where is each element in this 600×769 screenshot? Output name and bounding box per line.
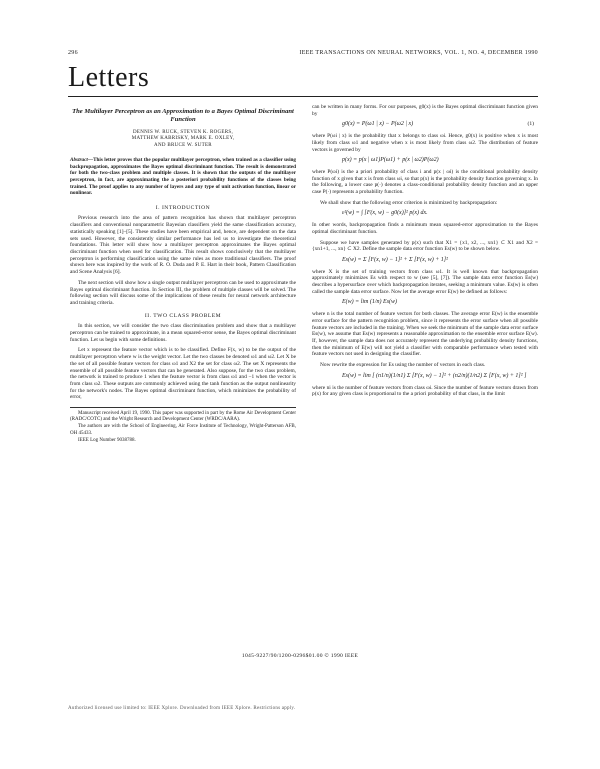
right-column — [312, 104, 538, 644]
section-heading: I. INTRODUCTION — [155, 204, 211, 211]
paragraph: where X is the set of training vectors from class ω1. It is well known that backpropagation approximately minimizes Es with respect to w (see [5], [7]). The sample data error function Es(w) describes a hypersurface over which backpropagation iterates, seeking a minimum value. Es(w) is often called the sample data error surface. Now let the average error E(w) be defined as follows: — [312, 268, 538, 295]
equation-6 — [312, 373, 538, 380]
section-heading: II. TWO CLASS PROBLEM — [144, 312, 222, 319]
article-title: The Multilayer Perceptron as an Approximation to a Bayes Optimal Discriminant Function — [72, 108, 294, 123]
paragraph: where n is the total number of feature vectors for both classes. The average error E(w) is the ensemble error surface for the pattern recognition problem, since it represents the error surface when all possible feature vectors are included in the training. When we seek the minimum of the sample data error surface Es(w), we assume that Es(w) represents a reasonable approximation to the ensemble error surface E(w). If, however, the sample data does not accurately represent the underlying probability density functions, then the minimum of E(w) will not yield a classifier with comparable performance when tested with feature vectors not used in designing the classifier. — [312, 311, 538, 358]
paragraph: In other words, backpropagation finds a minimum mean squared-error approximation to the Bayes optimal discriminant function. — [312, 222, 538, 235]
abstract — [70, 157, 296, 197]
equation-number: (1) — [527, 121, 534, 128]
paragraph: Let x represent the feature vector which is to be classified. Define F(x, w) to be the output of the multilayer perceptron where w is the weight vector. Let the two classes be denoted ω1 and ω2. Let X be the set of all possible feature vectors for class ω1 and X2 the set for class ω2. The set X represents the ensemble of all possible feature vectors that can be generated. Also suppose, for the two class problem, the network is trained to produce 1 when the feature vector is from class ω1 and −1 when the vector is from class ω2. These outputs are commonly achieved using the tanh function as the output nonlinearity for the network's nodes. The Bayes optimal discriminant function, which minimizes the probability of error, — [70, 347, 296, 401]
journal-name: IEEE TRANSACTIONS ON NEURAL NETWORKS, VOL. 1, NO. 4, DECEMBER 1990 — [299, 50, 538, 56]
footnotes — [70, 407, 296, 444]
paragraph: where ni is the number of feature vectors from class ωi. Since the number of feature vectors drawn from p(x) for any given class is proportional to the a priori probability of that class, in the limit — [312, 384, 538, 398]
paragraph: where P(ωi | x) is the probability that x belongs to class ωi. Hence, g0(x) is positive when x is most likely from class ω1 and negative when x is most likely from class ω2. The distribution of feature vectors is governed by — [312, 133, 538, 153]
author-line: DENNIS W. RUCK, STEVEN K. ROGERS, — [132, 130, 234, 135]
paragraph: can be written in many forms. For our purposes, g0(x) is the Bayes optimal discriminant function given by — [312, 104, 538, 117]
footnote: IEEE Log Number 9038788. — [78, 437, 136, 443]
paragraph: where P(ωi) is the a priori probability of class i and p(x | ωi) is the conditional probability density function of x given that x is from class ωi, so that p(x) is the probability density function governing x. In the following, a lower case p(·) denotes a class-conditional probability density function and an upper case P(·) represents a probability function. — [312, 168, 538, 196]
left-column — [70, 104, 296, 644]
section-title: Letters — [68, 62, 150, 93]
author-line: AND BRUCE W. SUTER — [154, 142, 212, 148]
page-number: 296 — [68, 50, 78, 56]
equation-2 — [312, 157, 538, 164]
paragraph: Suppose we have samples generated by p(x) such that X1 = {x1, x2, ..., xn1} ⊂ X1 and X2 = {xn1+1, ..., xn} ⊂ X2. Define the sample data error function Es(w) to be shown below. — [312, 239, 538, 253]
header-rule — [68, 96, 538, 97]
paragraph: Now rewrite the expression for Es using the number of vectors in each class. — [320, 362, 486, 369]
footnote: The authors are with the School of Engineering, Air Force Institute of Technology, Wright-Patterson AFB, OH 45433. — [70, 424, 296, 436]
paragraph: Previous research into the area of pattern recognition has shown that multilayer perceptron classifiers and conventional nonparametric Bayesian classifiers yield the same classification accuracy, statistically speaking [1]–[5]. These studies have been empirical and, hence, are dependent on the data sets used. However, the consistently similar performance has led us to investigate the theoretical foundations. This letter will show how a multilayer perceptron approximates the Bayes optimal discriminant function when used for classification. This result shows conclusively that the multilayer perceptron is performing classification using the same rules as more traditional classifiers. The proof shown here was inspired by the work of R. O. Duda and P. E. Hart in their book, Pattern Classification and Scene Analysis [6]. — [70, 215, 296, 276]
equation-body: Es(w) = Σ [F(x, w) − 1]² + Σ [F(x, w) + 1]² — [342, 256, 448, 263]
equation-4 — [312, 257, 538, 264]
equation-body: p(x) = p(x | ω1)P(ω1) + p(x | ω2)P(ω2) — [342, 157, 439, 164]
running-header — [68, 50, 538, 62]
author-line: MATTHEW KABRISKY, MARK E. OXLEY, — [131, 136, 235, 142]
abstract-label: Abstract— — [70, 157, 94, 164]
equation-3 — [312, 210, 538, 217]
equation-body: Es(w) = lim [ (n1/n)(1/n1) Σ [F(x, w) − 1]² + (n2/n)(1/n2) Σ [F(x, w) + 1]² ] — [342, 372, 527, 379]
paragraph: We shall show that the following error criterion is minimized by backpropagation: — [320, 199, 498, 206]
abstract-text: This letter proves that the popular multilayer perceptron, when trained as a classifier using backpropagation, approximates the Bayes optimal discriminant function. The result is demonstrated for both the two-class problem and multiple classes. It is shown that the outputs of the multilayer perceptron, in fact, are approximating the a posteriori probability functions of the classes being trained. The proof applies to any number of layers and any type of unit activation function, linear or nonlinear. — [70, 157, 296, 197]
equation-1 — [312, 121, 538, 128]
footnote: Manuscript received April 19, 1990. This paper was supported in part by the Rome Air Development Center (RADC/COTC) and the Wright Research and Development Center (WRDC/AARA). — [70, 411, 296, 423]
equation-5 — [312, 299, 538, 306]
equation-body: g0(x) = P(ω1 | x) − P(ω2 | x) — [342, 121, 414, 128]
paragraph: The next section will show how a single output multilayer perceptron can be used to approximate the Bayes optimal discriminant function. In Section III, the problem of multiple classes will be solved. The following section will discuss some of the implications of these results for neural network architecture and training criteria. — [70, 279, 296, 306]
paragraph: In this section, we will consider the two class discrimination problem and show that a multilayer perceptron can be trained to approximate, in a mean squared-error sense, the Bayes optimal discriminant function. Let us begin with some definitions. — [70, 323, 296, 343]
author-list — [70, 130, 296, 149]
copyright-line: 1045-9227/90/1200-0296$01.00 © 1990 IEEE — [241, 653, 359, 659]
equation-body: ε²(w) = ∫ [F(x, w) − g0(x)]² p(x) dx. — [342, 210, 428, 217]
equation-body: E(w) = lim (1/n) Es(w) — [342, 299, 398, 306]
license-footer: Authorized licensed use limited to: IEEE Xplore. Downloaded from IEEE Xplore. Restrictions apply. — [68, 706, 296, 711]
